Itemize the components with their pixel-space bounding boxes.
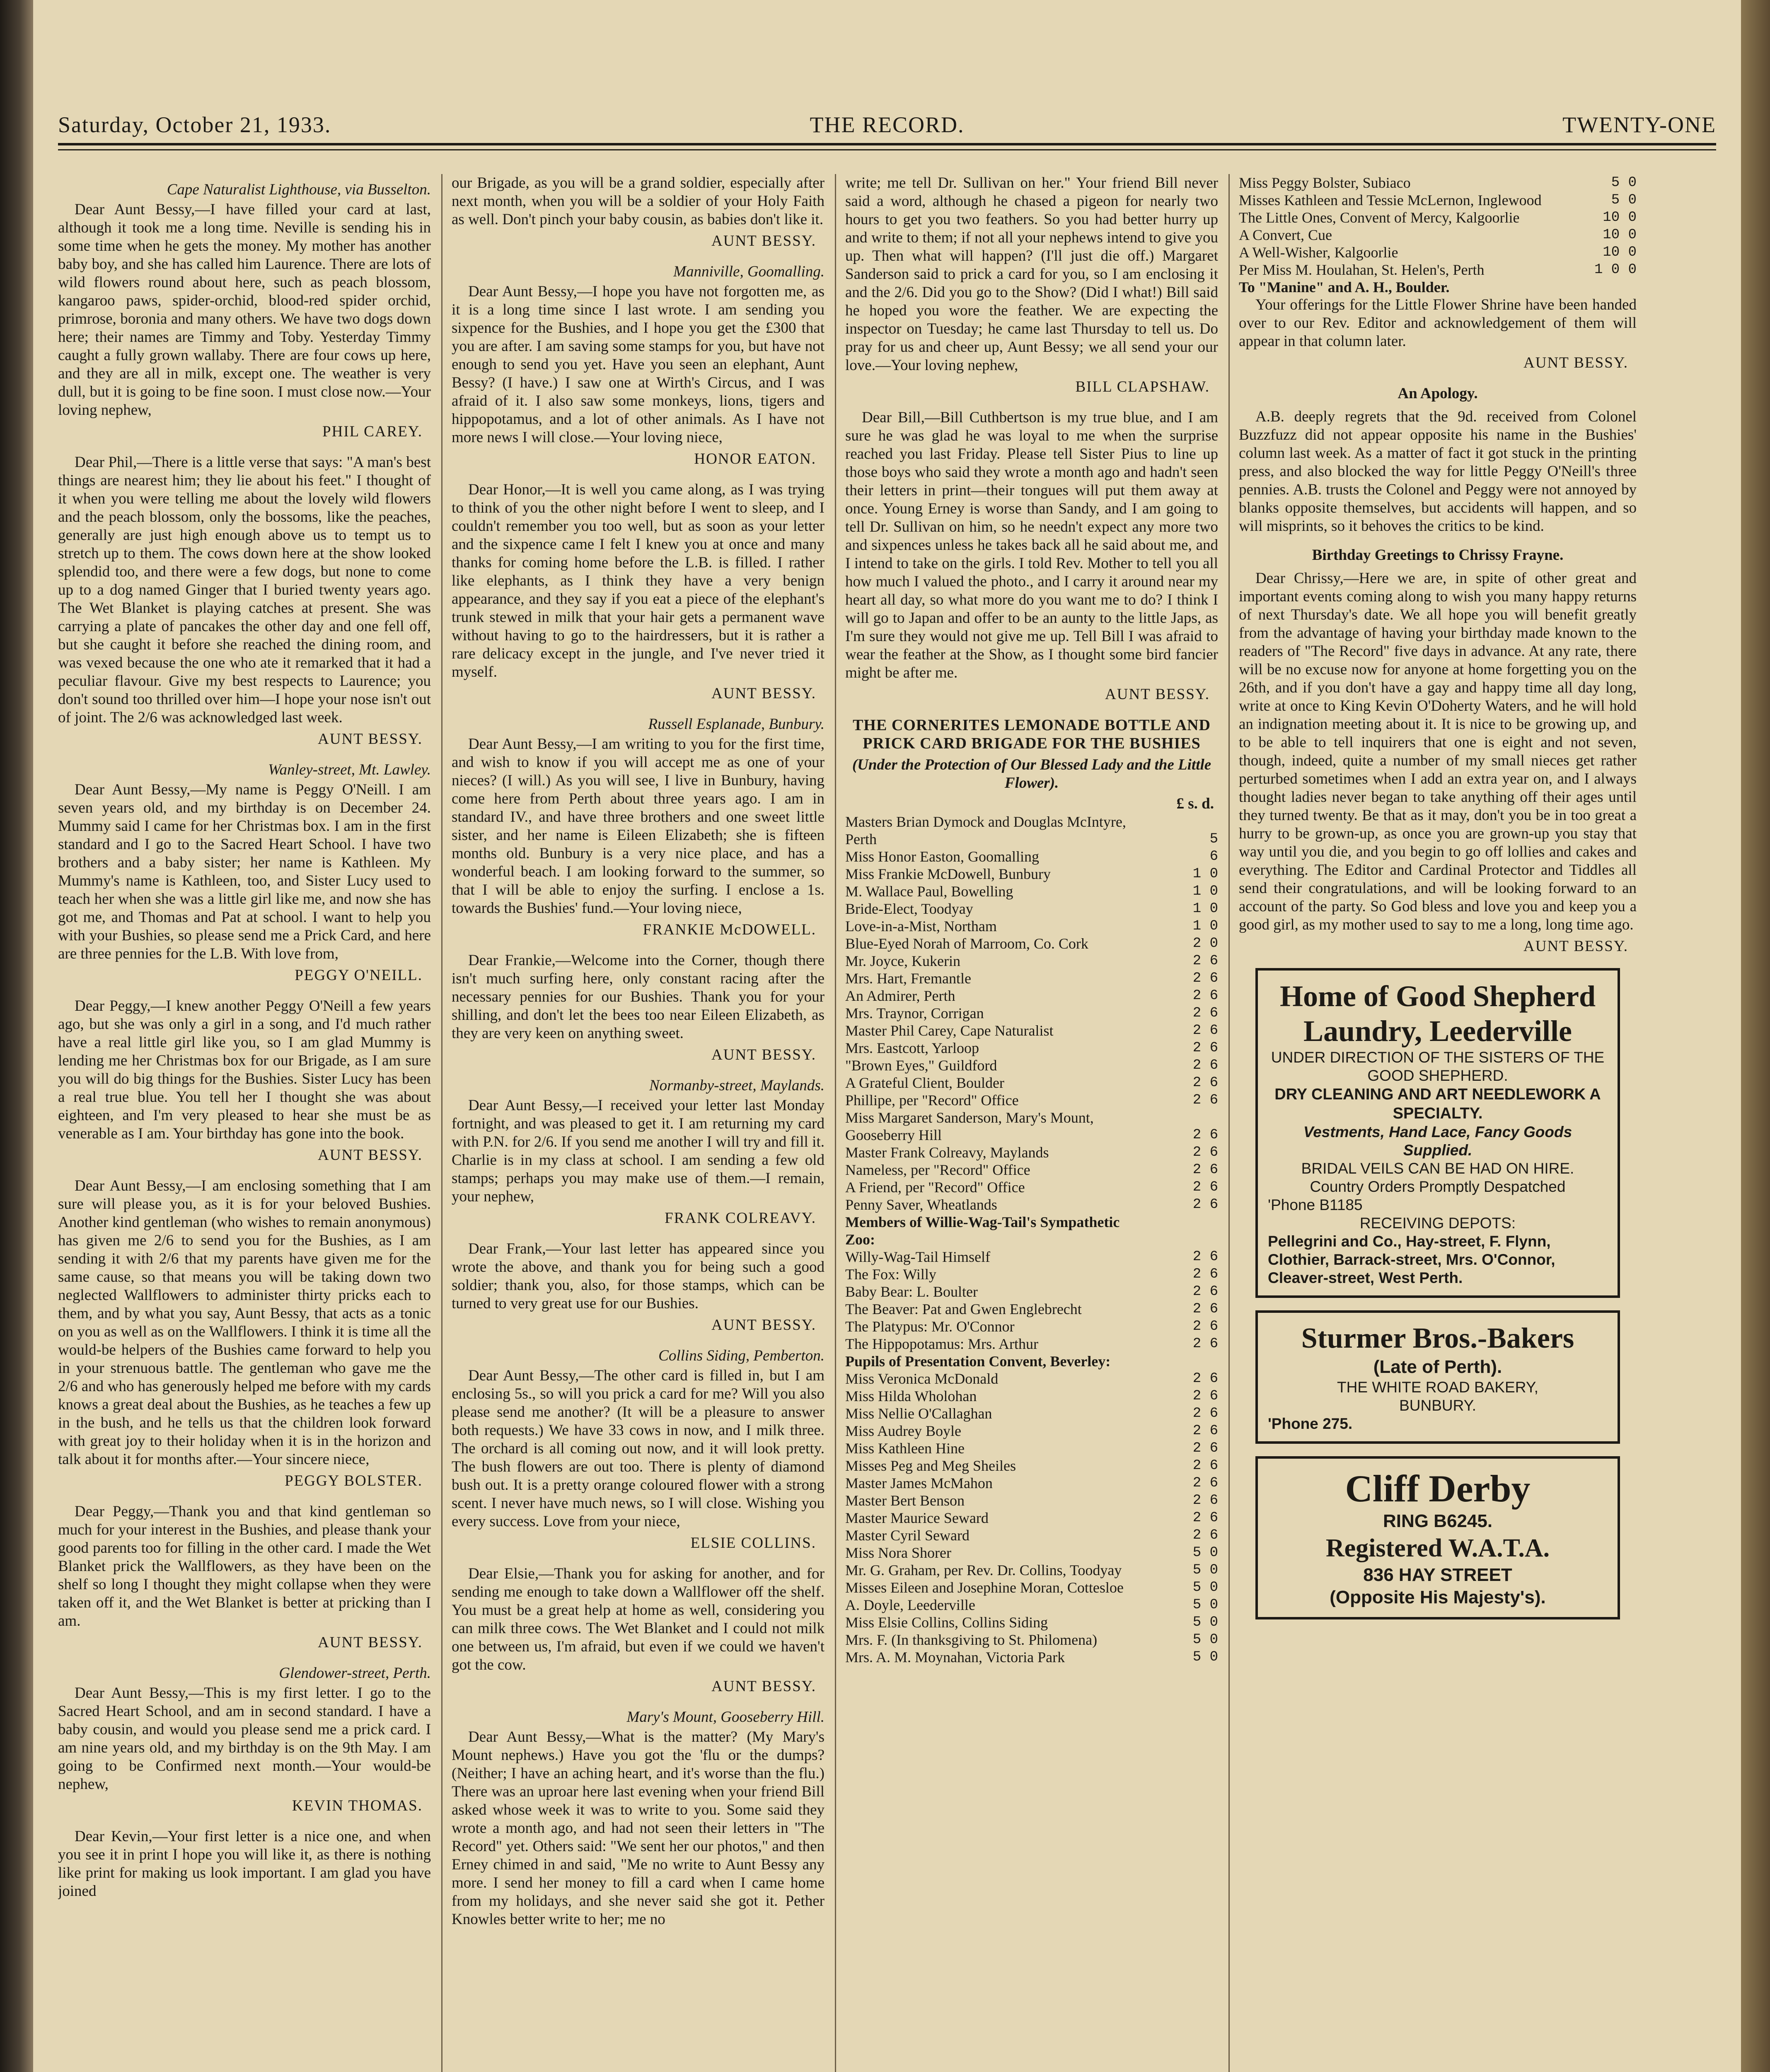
ad-text: UNDER DIRECTION OF THE SISTERS OF THE GOOD SHEPHERD. — [1271, 1049, 1605, 1084]
donation-row — [845, 1544, 1218, 1561]
donation-row — [845, 883, 1218, 900]
donation-row — [845, 970, 1218, 987]
donor-name: Phillipe, per "Record" Office — [845, 1092, 1019, 1109]
donation-amount — [1566, 278, 1637, 296]
donation-row — [845, 1387, 1218, 1405]
donor-name: Miss Nellie O'Callaghan — [845, 1405, 992, 1422]
letter-text: Dear Aunt Bessy,—I am writing to you for the first time, and wish to know if you will accept me as one of your nieces? (I will.) As you will see, I live in Bunbury, having come here from Perth about three years ago. I am in standard IV., and have three brothers and one sweet little sister, and her name is Eileen Elizabeth; she is fifteen months old. Bunbury is a very nice place, and has a wonderful beach. I am looking forward to the summer, so that I will be able to enjoy the surfing. I enclose a 1s. towards the Bushies' fund.—Your loving niece, — [452, 736, 825, 917]
donor-name: Mr. Joyce, Kukerin — [845, 953, 960, 969]
letter-signature: PEGGY BOLSTER. — [285, 1472, 423, 1489]
donation-row — [845, 1596, 1218, 1614]
donor-name: Mrs. Eastcott, Yarloop — [845, 1040, 979, 1056]
donation-row — [845, 1648, 1218, 1666]
donation-amount: 5 0 — [1611, 175, 1637, 191]
donation-row — [845, 1300, 1218, 1318]
donation-row — [845, 1022, 1218, 1039]
donation-amount: 2 6 — [1192, 1092, 1218, 1108]
donation-row — [845, 1248, 1218, 1266]
donation-row — [845, 1039, 1218, 1057]
donation-amount: 6 — [1209, 849, 1218, 864]
donor-name: Love-in-a-Mist, Northam — [845, 918, 997, 934]
ad-text: Registered W.A.T.A. — [1325, 1534, 1550, 1562]
donation-amount: 2 6 — [1192, 953, 1218, 969]
column-2 — [452, 174, 825, 2072]
donation-amount: 5 0 — [1611, 192, 1637, 208]
donor-name: M. Wallace Paul, Bowelling — [845, 883, 1013, 900]
donation-row — [845, 917, 1218, 935]
donation-row — [845, 1561, 1218, 1579]
letter-text: Dear Aunt Bessy,—I have filled your card at last, although it took me a long time. Neville is sending his in some time when he gets the money. My mother has another baby boy, and she has called him Laurence. There are lots of wild flowers round about here, such as peach blossom, kangaroo paws, spider-orchid, blood-red spider orchid, primrose, boronia and many others. We have two dogs down here; their names are Timmy and Toby. Yesterday Timmy caught a fully grown wallaby. There are four cows up here, and they are all in milk, except one. The weather is very dull, but it is going to be fine soon. I must close now.—Your loving nephew, — [58, 201, 431, 419]
donation-amount: 2 6 — [1192, 1319, 1218, 1334]
letter-text: A.B. deeply regrets that the 9d. received from Colonel Buzzfuzz did not appear opposite his name in the Bushies' column last week. As a matter of fact it got stuck in the printing press, and also blocked the way for little Peggy O'Neill's three pennies. A.B. trusts the Colonel and Peggy were not annoyed by blanks opposite themselves, but accidents will happen, and so will misprints, so it behoves the critics to be kind. — [1239, 408, 1637, 535]
good-shepherd-ad — [1255, 968, 1620, 1298]
donor-name: Master Bert Benson — [845, 1492, 965, 1509]
ad-text: Pellegrini and Co., Hay-street, F. Flynn, Clothier, Barrack-street, Mrs. O'Connor, Cleaver-street, West Perth. — [1268, 1233, 1555, 1286]
ad-phone: 'Phone 275. — [1268, 1415, 1353, 1432]
letter-text: Dear Aunt Bessy,—The other card is filled in, but I am enclosing 5s., so will you prick a card for me? Will you also please send me another? (It will be a pleasure to answer both requests.) We have 33 cows in now, and I milk three. The orchard is all coming out now, and it will look pretty. The bush flowers are out too. There is plenty of diamond bush out. It is a pretty orange coloured flower with a strong scent. I never have much news, so I will close. Wishing you every success. Love from your niece, — [452, 1367, 825, 1530]
letter-text: Dear Honor,—It is well you came along, as I was trying to think of you the other night before I went to sleep, and I couldn't remember you too well, but as soon as your letter and the sixpence came I felt I knew you at once and many thanks for coming home before the L.B. is filled. I rather like elephants, as I think they have a very benign appearance, and they say if you eat a piece of the elephant's trunk stewed in milk that your hair gets a permanent wave without having to go to the hairdressers, but it is rather a rare delicacy except in the jungle, and I've never tried it myself. — [452, 481, 825, 680]
letter-signature: AUNT BESSY. — [318, 1147, 423, 1164]
donation-amount: 5 0 — [1192, 1580, 1218, 1595]
letter-signature: KEVIN THOMAS. — [292, 1797, 423, 1814]
donation-amount: 2 6 — [1192, 1075, 1218, 1091]
letter-text: Your offerings for the Little Flower Shrine have been handed over to our Rev. Editor and acknowledgement of them will appear in that column later. — [1239, 296, 1637, 350]
header-rule — [58, 143, 1716, 145]
donation-amount: 2 6 — [1192, 1440, 1218, 1456]
ad-title: Cliff Derby — [1345, 1467, 1531, 1510]
donation-amount: 2 6 — [1192, 1005, 1218, 1021]
ad-text: THE WHITE ROAD BAKERY, — [1337, 1379, 1538, 1396]
donor-name: Masters Brian Dymock and Douglas McIntyre, Perth — [845, 813, 1126, 847]
donor-name: Baby Bear: L. Boulter — [845, 1283, 978, 1300]
donation-row — [845, 1405, 1218, 1422]
donor-name: Master Phil Carey, Cape Naturalist — [845, 1022, 1054, 1039]
donor-name: Master James McMahon — [845, 1475, 993, 1491]
donor-name: The Fox: Willy — [845, 1266, 936, 1283]
donation-row — [845, 1474, 1218, 1492]
ad-phone: 'Phone B1185 — [1268, 1196, 1363, 1213]
donation-amount: 2 6 — [1192, 1127, 1218, 1143]
donation-row — [845, 1579, 1218, 1596]
donor-name: Master Cyril Seward — [845, 1527, 970, 1544]
donation-row — [845, 1196, 1218, 1213]
letter-signature: AUNT BESSY. — [711, 1317, 816, 1334]
donation-amount: 2 6 — [1192, 1406, 1218, 1421]
donor-name: Members of Willie-Wag-Tail's Sympathetic Zoo: — [845, 1214, 1120, 1248]
donation-row — [845, 1005, 1218, 1022]
cliff-derby-ad — [1255, 1456, 1620, 1619]
donor-name: Miss Margaret Sanderson, Mary's Mount, Gooseberry Hill — [845, 1109, 1094, 1143]
donor-name: Miss Veronica McDonald — [845, 1370, 999, 1387]
book-binding — [0, 0, 33, 2072]
letter-signature: AUNT BESSY. — [711, 685, 816, 702]
donation-amount: 2 6 — [1192, 971, 1218, 986]
page-header — [58, 112, 1716, 137]
donor-name: A. Doyle, Leederville — [845, 1597, 975, 1613]
ad-text: (Opposite His Majesty's). — [1330, 1587, 1546, 1607]
donation-amount: 1 0 — [1192, 918, 1218, 934]
donor-name: Miss Honor Easton, Goomalling — [845, 848, 1039, 865]
donation-row — [845, 1509, 1218, 1527]
letter-location: Mary's Mount, Gooseberry Hill. — [626, 1709, 825, 1726]
letter-signature: AUNT BESSY. — [711, 1046, 816, 1063]
donation-amount: 1 0 — [1192, 901, 1218, 917]
ad-text: RECEIVING DEPOTS: — [1359, 1215, 1516, 1232]
donations-heading: THE CORNERITES LEMONADE BOTTLE AND PRICK CARD BRIGADE FOR THE BUSHIES — [853, 716, 1211, 752]
ad-phone: RING B6245. — [1383, 1511, 1493, 1531]
donations-subheading: (Under the Protection of Our Blessed Lady and the Little Flower). — [852, 756, 1211, 792]
donation-amount: 2 6 — [1192, 988, 1218, 1004]
letter-text: Dear Elsie,—Thank you for asking for another, and for sending me enough to take down a Wallflower off the shelf. You must be a great help at home as well, considering you can milk three cows. The Wet Blanket and I could not milk one between us, I'm afraid, but even if we could we haven't got the cow. — [452, 1565, 825, 1673]
sturmer-bakers-ad — [1255, 1310, 1620, 1444]
donation-amount: 10 0 — [1603, 210, 1637, 225]
donation-amount: 5 0 — [1192, 1615, 1218, 1630]
letter-signature: AUNT BESSY. — [711, 232, 816, 249]
donor-name: Mr. G. Graham, per Rev. Dr. Collins, Toodyay — [845, 1562, 1122, 1578]
section-heading: Birthday Greetings to Chrissy Frayne. — [1312, 547, 1564, 564]
donation-amount: 2 6 — [1192, 1058, 1218, 1073]
ad-address: 836 HAY STREET — [1363, 1565, 1512, 1585]
donor-name: The Beaver: Pat and Gwen Englebrecht — [845, 1301, 1082, 1317]
donor-name: Willy-Wag-Tail Himself — [845, 1249, 991, 1265]
letter-text: Dear Aunt Bessy,—My name is Peggy O'Neill. I am seven years old, and my birthday is on December 24. Mummy said I came for her Christmas box. I am in the first standard and I go to the Sacred Heart School. I have two brothers and a baby sister; her name is Kathleen. My Mummy's name is Kathleen, too, and Sister Lucy used to teach her when she was a little girl like me, and now she has got me, and Thomas and Pat at school. I want to help you with your Bushies, so please send me a Prick Card, and here are three pennies for the L.B. With love from, — [58, 781, 431, 962]
page-edge — [1741, 0, 1770, 2072]
donation-amount: 2 6 — [1192, 1145, 1218, 1160]
letter-signature: AUNT BESSY. — [1523, 938, 1628, 955]
donor-name: Mrs. A. M. Moynahan, Victoria Park — [845, 1649, 1065, 1665]
donation-amount: 2 6 — [1192, 1284, 1218, 1300]
donor-name: Master Maurice Seward — [845, 1510, 989, 1526]
donor-name: Miss Frankie McDowell, Bunbury — [845, 866, 1051, 882]
donor-name: A Friend, per "Record" Office — [845, 1179, 1025, 1196]
donor-name: A Well-Wisher, Kalgoorlie — [1239, 244, 1398, 261]
donation-amount: 5 0 — [1192, 1597, 1218, 1613]
donation-row — [845, 1283, 1218, 1300]
donation-amount: 2 6 — [1192, 1458, 1218, 1474]
ad-text: DRY CLEANING AND ART NEEDLEWORK A SPECIALTY. — [1274, 1086, 1601, 1122]
header-date: Saturday, October 21, 1933. — [58, 112, 331, 137]
donations-table-continued — [1239, 174, 1637, 296]
donor-name: Miss Nora Shorer — [845, 1544, 951, 1561]
column-3-letters — [845, 174, 1218, 704]
header-page-number: TWENTY-ONE — [1562, 112, 1716, 137]
ad-title: Laundry, Leederville — [1303, 1014, 1572, 1048]
donation-row — [845, 1179, 1218, 1196]
letter-location: Cape Naturalist Lighthouse, via Busselton. — [167, 181, 431, 198]
donations-currency-header: £ s. d. — [1176, 795, 1214, 812]
letter-location: Glendower-street, Perth. — [279, 1665, 431, 1682]
column-divider — [1228, 174, 1230, 2072]
letter-signature: AUNT BESSY. — [1523, 354, 1628, 371]
donor-name: Blue-Eyed Norah of Marroom, Co. Cork — [845, 935, 1088, 952]
donation-amount: 2 6 — [1192, 1179, 1218, 1195]
ad-title: Home of Good Shepherd — [1279, 980, 1596, 1013]
donation-amount: 2 6 — [1192, 1197, 1218, 1213]
donor-name: Miss Elsie Collins, Collins Siding — [845, 1614, 1048, 1631]
letter-location: Wanley-street, Mt. Lawley. — [268, 761, 431, 778]
donor-name: Misses Eileen and Josephine Moran, Cottesloe — [845, 1579, 1124, 1596]
donation-amount: 1 0 — [1192, 866, 1218, 882]
donation-row — [845, 1614, 1218, 1631]
letter-signature: BILL CLAPSHAW. — [1075, 378, 1210, 395]
donation-row — [1239, 261, 1637, 278]
letter-signature: PHIL CAREY. — [322, 423, 423, 440]
header-rule-thin — [58, 149, 1716, 150]
donation-row — [845, 1492, 1218, 1509]
letter-text: Dear Aunt Bessy,—What is the matter? (My Mary's Mount nephews.) Have you got the 'flu or the dumps? (Neither; I have an aching heart, and it's worse than the flu.) There was an uproar here last evening when your friend Bill asked whose week it was to write to you. Some said they wrote a month ago, and had not seen their letters in "The Record" yet. Others said: "We sent her our photos," and then Erney chimed in and said, "Me no write to Aunt Bessy any more. I send her money to fill a card when I came home from my holidays, and she never said she got it. Pether Knowles better write to her; me no — [452, 1728, 825, 1928]
donation-amount: 1 0 — [1192, 884, 1218, 899]
column-3 — [845, 174, 1218, 2072]
donation-amount: 5 0 — [1192, 1632, 1218, 1648]
donation-row — [845, 1161, 1218, 1179]
column-4 — [1239, 174, 1637, 2072]
letter-text: Dear Aunt Bessy,—I received your letter last Monday fortnight, and was pleased to get it. I am returning my card with P.N. for 2/6. If you send me another I will try and fill it. Charlie is in my class at school. I am sending a few old stamps; perhaps you may make use of them.—I remain, your nephew, — [452, 1097, 825, 1205]
donation-amount: 2 6 — [1192, 1388, 1218, 1404]
donor-name: Nameless, per "Record" Office — [845, 1162, 1030, 1178]
donation-amount: 10 0 — [1603, 244, 1637, 260]
donation-amount: 2 6 — [1192, 1023, 1218, 1038]
donation-row — [845, 1074, 1218, 1092]
letter-text: Dear Frank,—Your last letter has appeared since you wrote the above, and thank you for being such a good soldier; thank you, also, for those stamps, which can be turned to very great use for our Bushies. — [452, 1240, 825, 1312]
donation-row — [845, 1092, 1218, 1109]
letter-signature: ELSIE COLLINS. — [690, 1535, 816, 1552]
donation-row — [845, 900, 1218, 917]
column-4-notes — [1239, 296, 1637, 956]
donations-table — [845, 813, 1218, 1666]
donation-row — [845, 935, 1218, 952]
donation-amount — [1148, 1213, 1218, 1248]
column-divider — [441, 174, 442, 2072]
donor-name: Pupils of Presentation Convent, Beverley: — [845, 1353, 1111, 1370]
donation-row — [845, 1422, 1218, 1440]
donation-row — [1239, 191, 1637, 209]
donation-row — [1239, 244, 1637, 261]
donation-amount: 2 6 — [1192, 1162, 1218, 1178]
donation-row — [1239, 174, 1637, 191]
donor-name: Miss Hilda Wholohan — [845, 1388, 977, 1404]
donation-amount: 2 6 — [1192, 1510, 1218, 1526]
letter-signature: FRANKIE McDOWELL. — [643, 921, 816, 938]
letter-text: our Brigade, as you will be a grand soldier, especially after next month, when you will be a soldier of your Holy Faith as well. Don't pinch your baby cousin, as babies don't like it. — [452, 174, 825, 228]
header-title: THE RECORD. — [810, 112, 965, 137]
ad-text: Country Orders Promptly Despatched — [1310, 1178, 1566, 1195]
donation-amount: 2 6 — [1192, 1493, 1218, 1508]
letter-text: Dear Frankie,—Welcome into the Corner, though there isn't much surfing here, only constant racing after the necessary pennies for our Bushies. Thank you for your shilling, and don't let the bees too near Eileen Elizabeth, as they are very keen on anything sweet. — [452, 952, 825, 1042]
donation-amount: 2 6 — [1192, 1475, 1218, 1491]
donation-amount: 2 6 — [1192, 1249, 1218, 1265]
donation-row — [845, 848, 1218, 865]
donor-name: Master Frank Colreavy, Maylands — [845, 1144, 1049, 1161]
donor-name: Miss Kathleen Hine — [845, 1440, 965, 1457]
donation-amount: 2 6 — [1192, 1423, 1218, 1439]
donation-row — [845, 1631, 1218, 1648]
donation-amount: 2 6 — [1192, 1040, 1218, 1056]
letter-signature: AUNT BESSY. — [711, 1678, 816, 1695]
letter-location: Russell Esplanade, Bunbury. — [648, 716, 825, 733]
donor-name: To "Manine" and A. H., Boulder. — [1239, 279, 1450, 295]
donation-row — [1239, 209, 1637, 226]
donation-amount: 2 6 — [1192, 1527, 1218, 1543]
column-1 — [58, 174, 431, 2072]
letter-text: Dear Kevin,—Your first letter is a nice one, and when you see it in print I hope you will like it, as there is nothing like print for making us look important. I am glad you have joined — [58, 1828, 431, 1900]
donor-name: Mrs. Traynor, Corrigan — [845, 1005, 984, 1021]
donation-row — [845, 813, 1218, 848]
donation-row — [1239, 278, 1637, 296]
letter-text: Dear Bill,—Bill Cuthbertson is my true blue, and I am sure he was glad he was loyal to me when the surprise reached you last Friday. Please tell Sister Pius to line up those boys who said they wrote a month ago and hadn't seen their letters in print—their tongues will put them away at once. Young Erney is worse than Sandy, and I am going to tell Dr. Sullivan on him, so he needn't expect any more two and sixpences unless he takes back all he said about me, and I intend to take on the girls. I told Rev. Mother to tell you all how much I valued the photo., and I carry it around near my heart all day, so what more do you want me to do? I think I will go to Japan and offer to be an aunty to the little Japs, as I'm sure they would not give me up. Tell Bill I was afraid to wear the feather at the Show, as I thought some bird fancier might be after me. — [845, 409, 1218, 681]
donor-name: Per Miss M. Houlahan, St. Helen's, Perth — [1239, 261, 1485, 278]
donor-name: An Admirer, Perth — [845, 988, 955, 1004]
letter-text: Dear Chrissy,—Here we are, in spite of other great and important events coming along to wish you many happy returns of next Thursday's date. We all hope you will benefit greatly from the advantage of having your birthday made known to the readers of "The Record" five days in advance. At any rate, there will be no excuse now for anyone at home forgetting you on the 26th, and if you don't have a gay and happy time all day long, write at once to King Kevin O'Doherty Waters, and he will hold an indignation meeting about it. It is nice to be growing up, and to be able to tell inquirers that one is eight and not seven, though, indeed, quite a number of my small nieces get rather perturbed sometimes when I add an extra year on, and I always thought ladies never began to take anything off their ages until they turned twenty. Be that as it may, don't you be in too great a hurry to be grown-up, as once you are grown-up you stay that way until you die, and you begin to go off lollies and cakes and everything. The Editor and Cardinal Protector and Tiddles all send their congratulations, and will be looking forward to an account of the party. So God bless and love you and keep you a good girl, as my mother used to say to me a long, long time ago. — [1239, 570, 1637, 933]
letter-signature: AUNT BESSY. — [1105, 686, 1210, 703]
donor-name: Mrs. Hart, Fremantle — [845, 970, 971, 987]
donation-amount: 5 0 — [1192, 1562, 1218, 1578]
ad-text: BUNBURY. — [1399, 1397, 1476, 1414]
donation-row — [845, 1527, 1218, 1544]
ad-text: BRIDAL VEILS CAN BE HAD ON HIRE. — [1301, 1160, 1574, 1177]
donation-row — [1239, 226, 1637, 244]
letter-text: Dear Phil,—There is a little verse that says: "A man's best things are nearest him; they lie about his feet." I thought of it when you were telling me about the lovely wild flowers and the peach blossom, only the bossoms, like the peaches, generally are just high enough above us to tempt us to stretch up to them. The cows down here at the show looked splendid too, and there were a few dogs, but none to come up to a dog named Ginger that I buried twenty years ago. The Wet Blanket is playing catches at present. She was carrying a plate of pancakes the other day and one fell off, but she caught it before she reached the dining room, and was vexed because the one who ate it remarked that it had a peculiar flavour. Give my best respects to Laurence; you don't sound too thrilled over him—I hope your nose isn't out of joint. The 2/6 was acknowledged last week. — [58, 454, 431, 726]
letter-text: Dear Aunt Bessy,—I am enclosing something that I am sure will please you, as it is for your beloved Bushies. Another kind gentleman (who wishes to remain anonymous) has given me 2/6 to send you for the Bushies, as I am sending it with 2/6 that my parents have given me for the same cause, so that means you will be taking down two neglected Wallflowers to administer thirty pricks each to them, and by what you say, Aunt Bessy, that acts as a tonic on you as well as on the Wallflowers. I think it is time all the would-be helpers of the Bushies came forward to help you in your strenuous battle. The gentleman who gave me the 2/6 and who has generously helped me before with my cards knows a great deal about the Bushies, as he teaches a few up in the bush, and he tells us that the children look forward with great joy to their holiday when it is in the horizon and talk about it for months after.—Your sincere niece, — [58, 1177, 431, 1468]
donor-name: The Little Ones, Convent of Mercy, Kalgoorlie — [1239, 209, 1520, 226]
donation-amount: 5 0 — [1192, 1649, 1218, 1665]
donation-amount: 1 0 0 — [1594, 262, 1637, 278]
donor-name: The Platypus: Mr. O'Connor — [845, 1318, 1015, 1335]
donation-amount: 2 0 — [1192, 936, 1218, 951]
letter-signature: AUNT BESSY. — [318, 1634, 423, 1651]
donation-row — [845, 1213, 1218, 1248]
donation-amount — [1148, 1353, 1218, 1370]
donation-amount: 2 6 — [1192, 1336, 1218, 1352]
donor-name: Miss Audrey Boyle — [845, 1423, 962, 1439]
donation-amount: 2 6 — [1192, 1371, 1218, 1387]
section-heading: An Apology. — [1398, 385, 1478, 402]
donation-row — [845, 1057, 1218, 1074]
donation-row — [845, 1457, 1218, 1474]
column-divider — [835, 174, 836, 2072]
donor-name: The Hippopotamus: Mrs. Arthur — [845, 1336, 1038, 1352]
letter-signature: FRANK COLREAVY. — [665, 1210, 816, 1227]
donation-row — [845, 1318, 1218, 1335]
letter-signature: PEGGY O'NEILL. — [295, 967, 423, 984]
donation-row — [845, 952, 1218, 970]
letter-text: Dear Peggy,—I knew another Peggy O'Neill a few years ago, but she was only a girl in a song, and I'd much rather have a real little girl like you, so I am glad Mummy is lending me her Christmas box for our Brigade, as I am sure you will do big things for the Bushies. Sister Lucy has been a real true blue. You tell her I thought she was about eighteen, and I'm very pleased to hear she must be as venerable as I am. Your birthday has gone into the book. — [58, 997, 431, 1142]
letter-text: write; me tell Dr. Sullivan on her." Your friend Bill never said a word, although he chased a pigeon for nearly two hours to get you two feathers. So you had better hurry up and write to them; if not all your nephews intend to give you up. Then what will happen? (I'll just die off.) Margaret Sanderson said to prick a card for you, so I am enclosing it and the 2/6. Did you go to the Show? (Did I what!) Bill said he hoped you wore the feather. We are expecting the inspector on Tuesday; he came last Thursday to tell us. Do pray for us and cheer up, Aunt Bessy; we all send your our love.—Your loving nephew, — [845, 174, 1218, 374]
donation-row — [845, 987, 1218, 1005]
letter-signature: HONOR EATON. — [694, 450, 816, 467]
donation-amount: 5 0 — [1192, 1545, 1218, 1561]
letter-location: Manniville, Goomalling. — [673, 263, 825, 280]
letter-text: Dear Aunt Bessy,—This is my first letter. I go to the Sacred Heart School, and am in second standard. I have a baby cousin, and would you please send me a prick card. I am nine years old, and my birthday is on the 9th May. I am going to be Confirmed next month.—Your would-be nephew, — [58, 1685, 431, 1793]
donation-row — [845, 865, 1218, 883]
donation-row — [845, 1370, 1218, 1387]
donation-row — [845, 1109, 1218, 1144]
donor-name: Bride-Elect, Toodyay — [845, 900, 973, 917]
letter-text: Dear Aunt Bessy,—I hope you have not forgotten me, as it is a long time since I last wrote. I am sending you sixpence for the Bushies, and I hope you get the £300 that you are after. I am saving some stamps for you, but have not enough to send you yet. Have you seen an elephant, Aunt Bessy? (I have.) I saw one at Wirth's Circus, and I was afraid of it. I also saw some monkeys, lions, tigers and hippopotamus, and a lot of other animals. As I have not more news I will close.—Your loving niece, — [452, 283, 825, 446]
ad-text: (Late of Perth). — [1373, 1357, 1502, 1377]
donation-row — [845, 1144, 1218, 1161]
donor-name: "Brown Eyes," Guildford — [845, 1057, 997, 1074]
letter-text: Dear Peggy,—Thank you and that kind gentleman so much for your interest in the Bushies, and please thank your good parents too for filling in the other card. I made the Wet Blanket prick the Wallflowers, as they have been on the shelf so long I thought they might collapse when they were taken off it, and the Wet Blanket is better at pricking than I am. — [58, 1503, 431, 1629]
donor-name: Misses Peg and Meg Sheiles — [845, 1457, 1016, 1474]
letter-location: Normanby-street, Maylands. — [649, 1077, 825, 1094]
donor-name: Misses Kathleen and Tessie McLernon, Inglewood — [1239, 192, 1542, 208]
ad-text: Vestments, Hand Lace, Fancy Goods Supplied. — [1303, 1123, 1572, 1159]
donor-name: A Grateful Client, Boulder — [845, 1075, 1004, 1091]
donation-row — [845, 1353, 1218, 1370]
donor-name: A Convert, Cue — [1239, 227, 1332, 243]
letter-signature: AUNT BESSY. — [318, 731, 423, 748]
letter-location: Collins Siding, Pemberton. — [658, 1347, 825, 1364]
donor-name: Miss Peggy Bolster, Subiaco — [1239, 174, 1411, 191]
donation-amount: 2 6 — [1192, 1301, 1218, 1317]
donation-amount: 5 — [1209, 831, 1218, 847]
donation-row — [845, 1440, 1218, 1457]
donor-name: Penny Saver, Wheatlands — [845, 1196, 997, 1213]
donation-amount: 10 0 — [1603, 227, 1637, 243]
donor-name: Mrs. F. (In thanksgiving to St. Philomena) — [845, 1631, 1098, 1648]
donation-row — [845, 1335, 1218, 1353]
donation-row — [845, 1266, 1218, 1283]
donation-amount: 2 6 — [1192, 1266, 1218, 1282]
newspaper-page — [33, 0, 1741, 2072]
ad-title: Sturmer Bros.-Bakers — [1301, 1322, 1574, 1354]
